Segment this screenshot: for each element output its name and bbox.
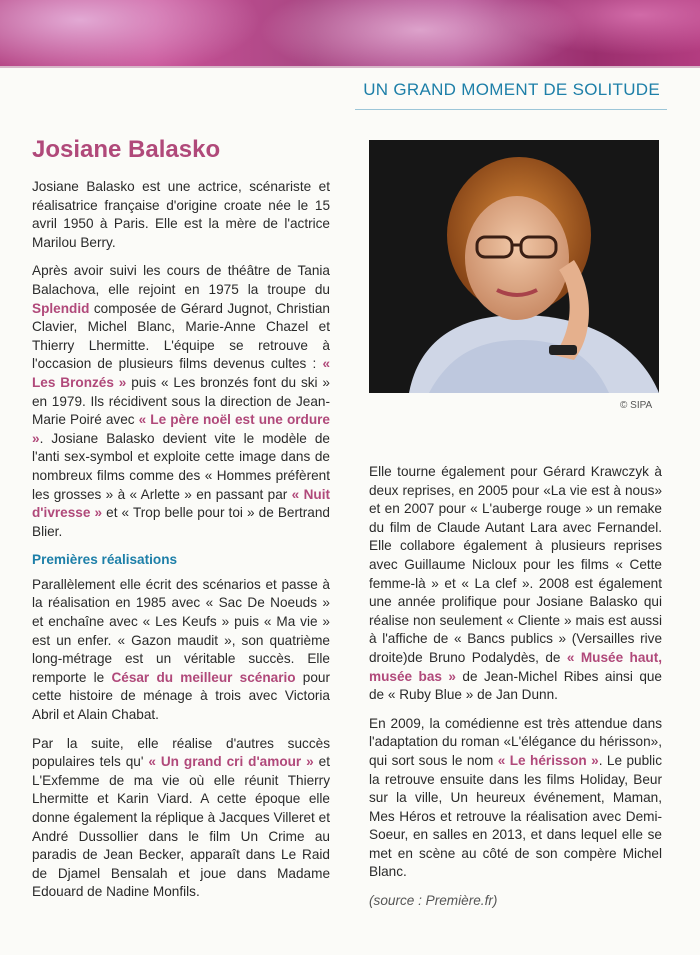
text: Parallèlement elle écrit des scénarios et passe à la réalisation en 1985 avec « Sac De Noeuds » et enchaîne avec « Les Keufs » puis « Ma vie » est un enfer. « Gazon maudit », son quatrième long-métrage est un véritable succès. Elle remporte le (32, 576, 330, 685)
portrait-illustration (369, 140, 659, 393)
paragraph-successes (32, 735, 330, 902)
photo-credit: © SIPA (620, 400, 653, 411)
text: et « Trop belle pour toi » de Bertrand Blier. (32, 505, 330, 539)
text: Elle tourne également pour Gérard Krawczyk à deux reprises, en 2005 pour «La vie est à nous» et en 2007 pour « L'auberge rouge » un remake du film de Claude Autant Lara avec Fernandel. Elle collabore également à plusieurs reprises avec Guillaume Nicloux pour les films « Cette femme-là » et « La clef ». 2008 est également une année prolifique pour Josiane Balasko qui réalise non seulement « Cliente » mais est aussi à l'affiche de « Bancs publics » (Versailles rive droite)de Bruno Podalydès, de (369, 464, 662, 665)
text: composée de Gérard Jugnot, Christian Clavier, Michel Blanc, Marie-Anne Chazel et Thierry Lhermitte. L'équipe se retrouve à l'occasion de plusieurs films devenus cultes : (32, 300, 330, 372)
paragraph-intro: Josiane Balasko est une actrice, scénariste et réalisatrice française d'origine croate née le 15 avril 1950 à Paris. Elle est la mère de l'actrice Marilou Berry. (32, 179, 330, 250)
highlight-bronzes: « Les Bronzés » (32, 356, 330, 390)
text: puis « Les bronzés font du ski » en 1979. Ils récidivent sous la direction de Jean-Marie Poiré avec (32, 374, 330, 428)
text: . Josiane Balasko devient vite le modèle de l'anti sex-symbol et exploite cette image dans de nombreux films comme des « Hommes préfèrent les grosses » à « Arlette » en passant par (32, 430, 330, 502)
article-title: Josiane Balasko (32, 136, 221, 163)
text: de Jean-Michel Ribes ainsi que de « Ruby Blue » de Jan Dunn. (369, 668, 662, 703)
portrait-photo (369, 140, 659, 393)
text: En 2009, la comédienne est très attendue dans l'adaptation du roman «L'élégance du hérisson», qui sort sous le nom (369, 715, 662, 768)
paragraph-realisations (32, 576, 330, 725)
right-column (369, 463, 662, 921)
highlight-splendid: Splendid (32, 300, 90, 316)
text: pour cette histoire de ménage à trois avec Victoria Abril et Alain Chabat. (32, 669, 330, 723)
banner-divider (0, 66, 700, 68)
highlight-nuit-ivresse: « Nuit d'ivresse » (32, 486, 330, 521)
highlight-musee: « Musée haut, musée bas » (369, 649, 662, 684)
section-title: UN GRAND MOMENT DE SOLITUDE (363, 80, 660, 99)
highlight-grand-cri: « Un grand cri d'amour » (148, 754, 314, 770)
subheading: Premières réalisations (32, 552, 178, 568)
paragraph-krawczyk (369, 463, 662, 705)
text: . Le public la retrouve ensuite dans les films Holiday, Beur sur la ville, Un heureux événement, Maman, Mes Héros et retrouve la réalisation avec Demi-Soeur, en salles en 2013, et dans lequel elle se met en scène au côté de son compère Michel Blanc. (369, 752, 662, 880)
source-note: (source : Première.fr) (369, 893, 498, 909)
highlight-pere-noel: « Le père noël est une ordure » (32, 412, 330, 446)
highlight-herisson: « Le hérisson » (497, 752, 599, 768)
paragraph-career (32, 262, 330, 541)
paragraph-2009 (369, 715, 662, 882)
text: Après avoir suivi les cours de théâtre de Tania Balachova, elle rejoint en 1975 la troupe du (32, 263, 330, 297)
text: et L'Exfemme de ma vie où elle réunit Thierry Lhermitte et Karin Viard. A cette époque elle donne également la réplique à Jacques Villeret et André Dussollier dans le film Un Crime au paradis de Jean Becker, apparaît dans Le Raid de Djamel Bensalah et joue dans Madame Edouard de Nadine Monfils. (32, 754, 330, 900)
text: Par la suite, elle réalise d'autres succès populaires tels qu' (32, 735, 330, 770)
header-banner (0, 0, 700, 66)
section-rule (355, 109, 667, 110)
highlight-cesar: César du meilleur scénario (111, 669, 296, 685)
left-column (32, 178, 330, 912)
